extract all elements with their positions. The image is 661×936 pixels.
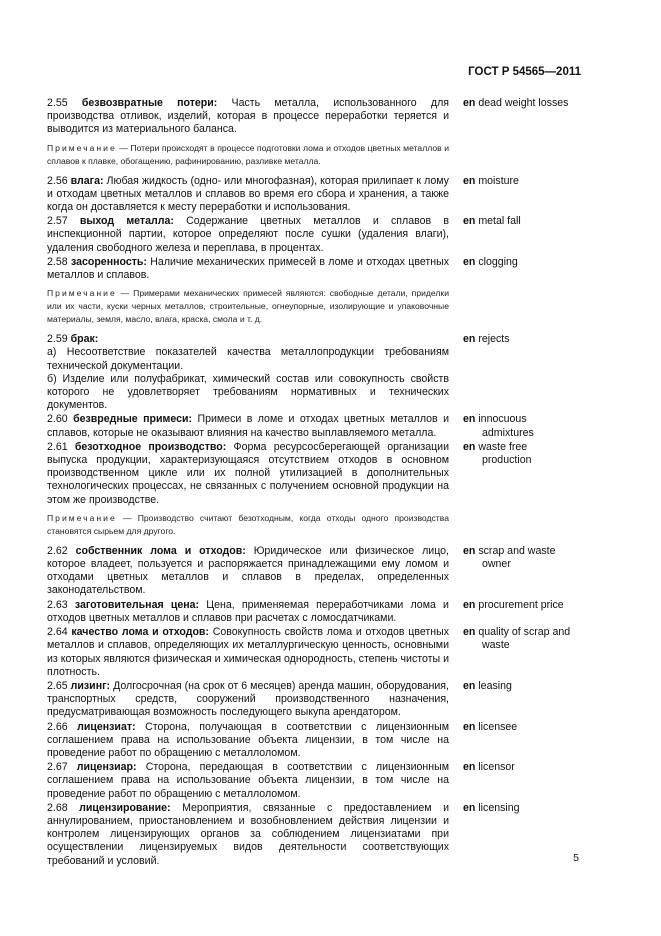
note-text: Потери происходят в процессе подготовки лома и отходов цветных металлов и сплавов к плавке, обогащению, рафинированию, разливке металла. (47, 142, 450, 166)
term-entry (47, 256, 585, 282)
term-name: брак: (70, 333, 99, 346)
term-number: 2.55 (47, 97, 68, 109)
term-number: 2.57 (47, 215, 68, 228)
note-label: Примечание (47, 142, 117, 153)
term-number: 2.64 (47, 626, 68, 639)
term-number: 2.63 (47, 598, 68, 611)
term-name: лизинг: (70, 679, 111, 692)
term-entry (47, 545, 585, 598)
term-note (47, 142, 449, 168)
term-definition (47, 215, 449, 255)
term-name: выход металла: (79, 215, 174, 228)
term-definition (47, 333, 449, 412)
english-equivalent (463, 802, 585, 868)
english-term: licensing (478, 801, 520, 814)
definition-item: а) Несоответствие показателей качества металлопродукции требованиям технической документации. (47, 346, 449, 372)
term-entry (47, 175, 585, 215)
term-entry (47, 215, 585, 255)
lang-tag: en (463, 598, 476, 611)
english-term: leasing (478, 679, 512, 692)
english-equivalent (463, 97, 585, 137)
term-text: Форма ресурсосберегающей организации выпуска продукции, характеризующаяся отсутствием отходов в основном производственном цикле или их полной утилизацией в дополнительных технологических процессах, не связанных с получением основной продукции на этом же производстве. (47, 440, 449, 506)
definition-item: б) Изделие или полуфабрикат, химический состав или совокупность свойств которого не удовлетворяет требованиям нормативных и технических документов. (47, 372, 449, 412)
english-equivalent (463, 333, 585, 412)
term-text: Мероприятия, связанные с предоставлением и аннулированием, приостановлением и возобновлением действия лицензии и контролем лицензирующих органов за соблюдением лицензиатами при осуществлении лицензируемых видов деятельности соответствующих требований и условий. (47, 801, 449, 867)
english-term: licensor (478, 761, 515, 774)
document-header: ГОСТ Р 54565—2011 (468, 66, 581, 78)
note-separator: — (116, 142, 131, 153)
english-term: admixtures (482, 426, 534, 439)
term-name: влага: (70, 174, 104, 187)
term-number: 2.58 (47, 255, 68, 268)
term-entry (47, 413, 585, 439)
english-term: innocuous (478, 413, 527, 426)
lang-tag: en (463, 174, 476, 187)
term-name: лицензирование: (79, 801, 171, 814)
english-equivalent (463, 175, 585, 215)
lang-tag: en (463, 679, 476, 692)
term-number: 2.66 (47, 720, 68, 733)
lang-tag: en (463, 255, 476, 268)
term-number: 2.61 (47, 440, 68, 453)
term-entry (47, 680, 585, 720)
term-number: 2.59 (47, 333, 68, 346)
english-term: production (482, 454, 532, 467)
lang-tag: en (463, 626, 476, 639)
term-text: Примеси в ломе и отходах цветных металлов и сплавов, которые не оказывают влияния на качество выплавляемого металла. (47, 413, 449, 439)
note-text: Производство считают безотходным, когда отходы одного производства становятся сырьем для другого. (47, 512, 449, 536)
term-name: собственник лома и отходов: (75, 544, 246, 557)
term-number: 2.68 (47, 801, 68, 814)
english-term: owner (482, 558, 511, 571)
lang-tag: en (463, 97, 476, 109)
term-number: 2.56 (47, 174, 68, 187)
english-term: scrap and waste (478, 544, 556, 557)
term-text: Совокупность свойств лома и отходов цветных металлов и сплавов, определяющих их металлургическую ценность, основными из которых являются физическая и химическая однородность, степень чистоты и плотность. (47, 626, 450, 678)
lang-tag: en (463, 413, 476, 426)
term-definition (47, 680, 449, 720)
english-equivalent (463, 721, 585, 761)
english-term: quality of scrap and (478, 626, 571, 639)
term-definition (47, 721, 449, 761)
term-name: безвозвратные потери: (81, 97, 218, 109)
term-text: Цена, применяемая переработчиками лома и отходов цветных металлов и сплавов при расчетах с ломосдатчиками. (47, 598, 449, 624)
term-definition (47, 175, 449, 215)
term-text: Сторона, передающая в соответствии с лицензионным соглашением права на использование объекта лицензии, в том числе на проведение работ по обращению с металлоломом. (47, 761, 449, 800)
term-entry (47, 761, 585, 801)
term-note (47, 287, 449, 326)
term-name: лицензиат: (77, 720, 136, 733)
note-separator: — (116, 512, 138, 523)
lang-tag: en (463, 333, 476, 346)
term-definition (47, 441, 449, 507)
term-text: Долгосрочная (на срок от 6 месяцев) аренда машин, оборудования, транспортных средств, сооружений производственного назначения, предусматривающая возможность последующего выкупа арендатором. (47, 679, 449, 719)
term-name: засоренность: (70, 255, 147, 268)
english-term: metal fall (478, 215, 521, 228)
english-term: clogging (478, 255, 518, 268)
lang-tag: en (463, 544, 476, 557)
english-term: procurement price (478, 598, 564, 611)
term-name: лицензиар: (76, 761, 137, 774)
term-entry (47, 97, 585, 137)
english-equivalent (463, 441, 585, 507)
english-equivalent (463, 545, 585, 598)
english-term: rejects (478, 333, 510, 346)
term-number: 2.67 (47, 761, 68, 774)
english-equivalent (463, 413, 585, 439)
note-label: Примечание (47, 288, 117, 299)
term-name: качество лома и отходов: (71, 626, 209, 639)
term-number: 2.62 (47, 544, 68, 557)
term-name: безвредные примеси: (73, 413, 193, 426)
english-term: waste free (478, 440, 528, 453)
term-definition (47, 545, 449, 598)
english-equivalent (463, 626, 585, 679)
page-number: 5 (573, 852, 579, 864)
term-definition (47, 256, 449, 282)
lang-tag: en (463, 720, 476, 733)
term-entry (47, 802, 585, 868)
note-text: Примерами механических примесей являются: свободные детали, приделки или их части, куски черных металлов, строительные, огнеупорные, изолирующие и упаковочные материалы, земля, масло, влага, краска, смола и т. д. (47, 288, 449, 325)
term-name: безотходное производство: (74, 440, 227, 453)
term-note (47, 512, 449, 538)
term-definition (47, 413, 449, 439)
lang-tag: en (463, 801, 476, 814)
term-text: Любая жидкость (одно- или многофазная), которая прилипает к лому и отходам цветных металлов и сплавов во время его сбора и хранения, а также когда он доставляется к месту переработки и использования. (47, 174, 449, 214)
english-term: moisture (478, 174, 519, 187)
english-term: waste (482, 639, 510, 652)
english-equivalent (463, 215, 585, 255)
term-number: 2.65 (47, 679, 68, 692)
term-definition (47, 599, 449, 625)
term-name: заготовительная цена: (74, 598, 200, 611)
term-text: Наличие механических примесей в ломе и отходах цветных металлов и сплавов. (47, 255, 449, 282)
english-term: licensee (478, 720, 518, 733)
term-definition (47, 761, 449, 801)
lang-tag: en (463, 761, 476, 774)
term-entry (47, 721, 585, 761)
note-label: Примечание (47, 512, 117, 523)
term-text: Содержание цветных металлов и сплавов в инспекционной партии, которое определяют после сушки (удаления влаги), удаления свободного железа и переплава, в процентах. (47, 215, 449, 254)
term-definition (47, 626, 449, 679)
lang-tag: en (463, 440, 476, 453)
term-definition (47, 802, 449, 868)
lang-tag: en (463, 215, 476, 228)
term-entry (47, 441, 585, 507)
english-equivalent (463, 599, 585, 625)
english-equivalent (463, 680, 585, 720)
english-equivalent (463, 761, 585, 801)
term-number: 2.60 (47, 413, 68, 426)
term-text: Часть металла, использованного для производства отливок, изделий, которая в процессе переработки теряется и выводится из материального баланса. (47, 97, 449, 136)
english-equivalent (463, 256, 585, 282)
term-entry (47, 599, 585, 625)
term-entry (47, 626, 585, 679)
term-text: Сторона, получающая в соответствии с лицензионным соглашением права на использование объекта лицензии, в том числе на проведение работ по обращению с металлоломом. (47, 720, 450, 759)
english-term: dead weight losses (478, 97, 569, 109)
term-definition (47, 97, 449, 137)
note-separator: — (116, 288, 134, 299)
term-text: Юридическое или физическое лицо, которое владеет, пользуется и распоряжается принадлежащими ему ломом и отходами цветных металлов и сплавов в пределах, определенных законодательством. (47, 544, 449, 597)
terms-list (47, 97, 585, 869)
term-entry (47, 333, 585, 412)
